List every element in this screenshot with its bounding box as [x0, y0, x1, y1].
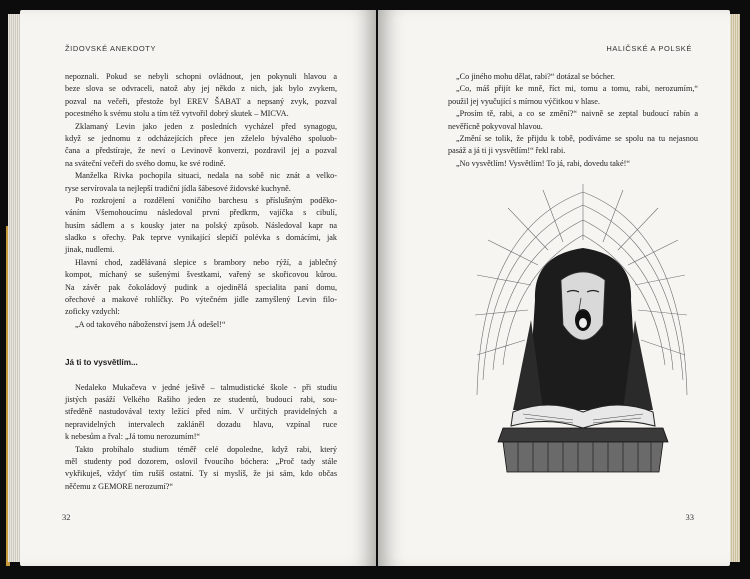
text-line: ořechové a makové rohlíčky. Po výtečném jídle zamyšlený Levin filo-	[65, 295, 337, 305]
text-line: pasáž a já ti ji vysvětlím!“ řekl rabi.	[448, 146, 566, 156]
text-line: jistých pasáží Velkého Rašiho jeden ze studentů, budoucí rabi, sou-	[65, 394, 337, 404]
text-line: něčemu z GEMORE nerozumí?“	[65, 481, 173, 491]
section-title: Já ti to vysvětlím...	[65, 358, 138, 368]
text-line: beze slova se odvraceli, natož aby jej někdo z nich, jak bylo zvykem,	[65, 84, 337, 94]
left-page	[20, 10, 376, 566]
right-page	[378, 10, 730, 566]
text-line: když se jednomu z odcházejících přece jen zželelo bývalého spoluob-	[65, 133, 337, 143]
text-line: použil jej vyučující s mírnou výčitkou v hlase.	[448, 96, 600, 106]
text-line: „Co, máš přijít ke mně, říct mi, tomu a tomu, rabi, nerozumím,“	[456, 84, 698, 94]
text-line: k nebesům a řval: „Já tomu nerozumím!“	[65, 432, 201, 442]
text-line: nepoznali. Pokud se nebyli schopni ovládnout, jen pokynuli hlavou a	[65, 72, 337, 81]
text-line: „Změní se tolik, že přijdu k tobě, podíváme se spolu na tu nejasnou	[456, 133, 698, 143]
text-line: čana a předstíraje, že neví o Levinově konverzi, pozdravil jej a pozval	[65, 146, 337, 156]
text-line: „Prosím tě, rabi, a co se změní?“ naivně se zeptal budoucí rabín a	[456, 109, 698, 119]
book-spread	[6, 6, 744, 572]
text-line: „No vysvětlím! Vysvětlím! To já, rabi, dovedu také!“	[456, 158, 630, 168]
body-text	[448, 71, 698, 170]
text-line: jinak, nudlemi.	[65, 245, 115, 255]
text-line: nepravidelných intervalech zakláněl dozadu hlavu, vzpínal ruce	[65, 419, 337, 429]
text-line: ryse servírovala ta nejlepší tradiční jídla šábesové židovské kuchyně.	[65, 183, 291, 193]
text-line: nevěřícně pokyvoval hlavou.	[448, 121, 543, 131]
text-line: Zklamaný Levin jako jeden z posledních vycházel před synagogu,	[75, 121, 337, 131]
text-line: Manželka Rivka pochopila situaci, nedala na sobě nic znát a velko-	[75, 171, 337, 181]
rabbi-student-illustration	[473, 180, 688, 475]
text-line: Po rozkrojení a rozdělení voničího barchesu s příslušným poděko-	[75, 195, 337, 205]
text-line: středěně nastudovával texty ležící před ním. V určitých pravidelných a	[65, 407, 337, 417]
text-line: vykřikuješ, vždyť tím rušíš ostatní. Ty si myslíš, že jsi sám, kdo občas	[65, 469, 337, 479]
text-line: „A od takového náboženství jsem JÁ odešel!“	[75, 319, 226, 329]
text-line: kompot, míchaný se sušenými švestkami, vařený se skořicovou kůrou.	[65, 270, 337, 280]
text-line: váním Všemohoucímu následoval první předkrm, vajíčka s cibulí,	[65, 208, 337, 218]
body-text	[65, 71, 337, 493]
text-line: husím sádlem a s kousky jater na polský způsob. Následoval kapr na	[65, 220, 337, 230]
text-line: sladko s ořechy. Pak teprve vynikající slepičí polévka s domácími, jak	[65, 233, 337, 243]
text-line: „Co jiného mohu dělat, rabi?“ dotázal se bócher.	[456, 72, 615, 81]
text-line: na sváteční večeři do svého domu, ke své rodině.	[65, 158, 226, 168]
text-line: pozval na večeři, přestože byl EREV ŠABAT a nepsaný zvyk, pozval	[65, 96, 337, 106]
page-number: 32	[62, 512, 71, 522]
text-line: zoficky vzdychl:	[65, 307, 120, 317]
text-line: Takto probíhalo studium téměř celé dopoledne, když rabi, který	[75, 444, 337, 454]
text-line: Hlavní chod, zadělávaná slepice s brambory nebo rýží, a jablečný	[75, 257, 337, 267]
text-line: Nedaleko Mukačeva v jedné ješivě – talmudistické škole - při studiu	[75, 382, 337, 392]
text-line: Na závěr pak čokoládový pudink a ojedinělá specialita paní domu,	[65, 282, 337, 292]
running-head: HALIČSKÉ A POLSKÉ	[606, 44, 692, 53]
text-line: měl studenty pod dozorem, oslovil řvoucího bóchera: „Proč tady stále	[65, 456, 337, 466]
page-number: 33	[685, 512, 694, 522]
text-line: pocestného k svému stolu a tím též vytvořil dobrý skutek – MICVA.	[65, 109, 289, 119]
running-head: ŽIDOVSKÉ ANEKDOTY	[65, 44, 157, 53]
